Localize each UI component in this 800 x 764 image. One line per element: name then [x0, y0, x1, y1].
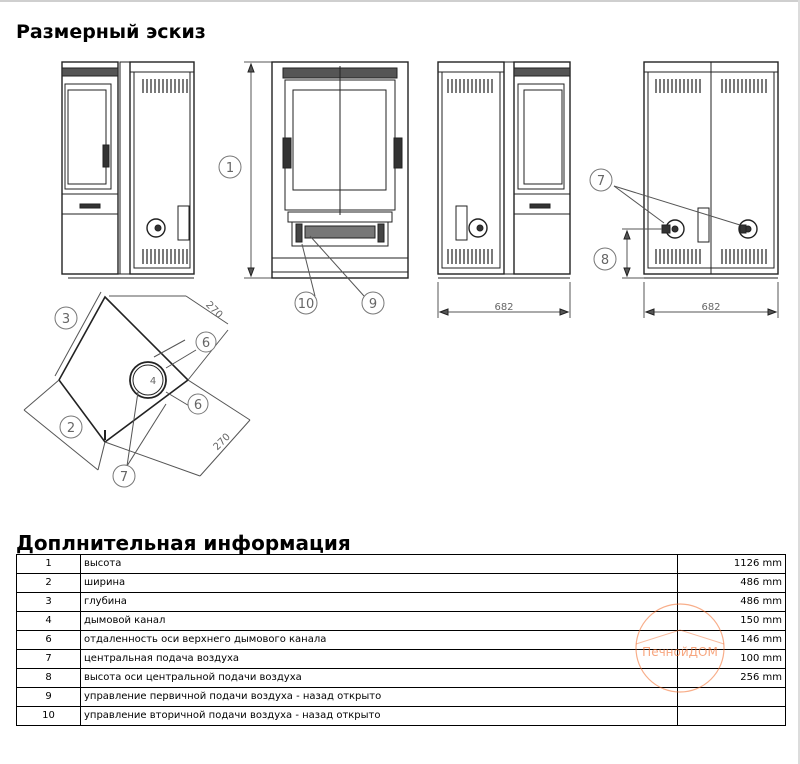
- stove-back-view: [438, 62, 570, 318]
- spec-value-cell: 100 mm: [677, 650, 785, 669]
- callout-6b: 6: [193, 398, 203, 413]
- vent-grille: [448, 249, 492, 264]
- spec-label-cell: глубина: [81, 593, 678, 612]
- spec-label-cell: высота: [81, 555, 678, 574]
- spec-value-cell: 1126 mm: [677, 555, 785, 574]
- spec-num-cell: 2: [17, 574, 81, 593]
- spec-num-cell: 8: [17, 669, 81, 688]
- spec-num-cell: 4: [17, 612, 81, 631]
- callout-2: 2: [66, 421, 76, 436]
- table-row: [17, 555, 786, 574]
- table-row: [17, 707, 786, 726]
- table-row: [17, 574, 786, 593]
- spec-num-cell: 9: [17, 688, 81, 707]
- spec-value-cell: 150 mm: [677, 612, 785, 631]
- callout-1: 1: [225, 161, 235, 176]
- callout-7: 7: [596, 174, 606, 189]
- stove-front-view: [244, 62, 408, 278]
- callout-9: 9: [368, 297, 378, 312]
- page-title: Размерный эскиз: [16, 21, 206, 43]
- spec-value-cell: 486 mm: [677, 574, 785, 593]
- top-border: [0, 0, 800, 2]
- spec-label-cell: высота оси центральной подачи воздуха: [81, 669, 678, 688]
- spec-label-cell: ширина: [81, 574, 678, 593]
- watermark-text: ПечнойДОМ: [642, 645, 718, 659]
- spec-label-cell: управление первичной подачи воздуха - назад открыто: [81, 688, 678, 707]
- spec-num-cell: 7: [17, 650, 81, 669]
- dim-corner-top: 270: [203, 299, 225, 321]
- spec-value-cell: 256 mm: [677, 669, 785, 688]
- callout-8: 8: [600, 253, 610, 268]
- spec-value-cell: [677, 707, 785, 726]
- callout-6: 6: [201, 336, 211, 351]
- spec-num-cell: 10: [17, 707, 81, 726]
- spec-label-cell: управление вторичной подачи воздуха - назад открыто: [81, 707, 678, 726]
- vent-grille: [448, 79, 492, 93]
- stove-rear-view: [614, 62, 778, 318]
- callout-4: 4: [149, 376, 157, 387]
- callout-10: 10: [297, 297, 315, 312]
- callout-7-plan: 7: [119, 470, 129, 485]
- spec-label-cell: центральная подача воздуха: [81, 650, 678, 669]
- dim-corner-bottom: 270: [211, 431, 233, 453]
- spec-label-cell: дымовой канал: [81, 612, 678, 631]
- spec-value-cell: 486 mm: [677, 593, 785, 612]
- info-heading: Доплнительная информация: [16, 531, 351, 555]
- callout-3: 3: [61, 312, 71, 327]
- dim-width-rear: 682: [701, 302, 721, 313]
- spec-value-cell: 146 mm: [677, 631, 785, 650]
- dimension-drawing: [0, 50, 800, 490]
- spec-num-cell: 1: [17, 555, 81, 574]
- vent-grille: [143, 79, 187, 93]
- spec-num-cell: 3: [17, 593, 81, 612]
- spec-num-cell: 6: [17, 631, 81, 650]
- stove-side-view: [62, 62, 194, 278]
- dim-width-side: 682: [494, 302, 514, 313]
- vent-grille: [143, 249, 187, 264]
- watermark-logo: [628, 600, 728, 695]
- spec-label-cell: отдаленность оси верхнего дымового канала: [81, 631, 678, 650]
